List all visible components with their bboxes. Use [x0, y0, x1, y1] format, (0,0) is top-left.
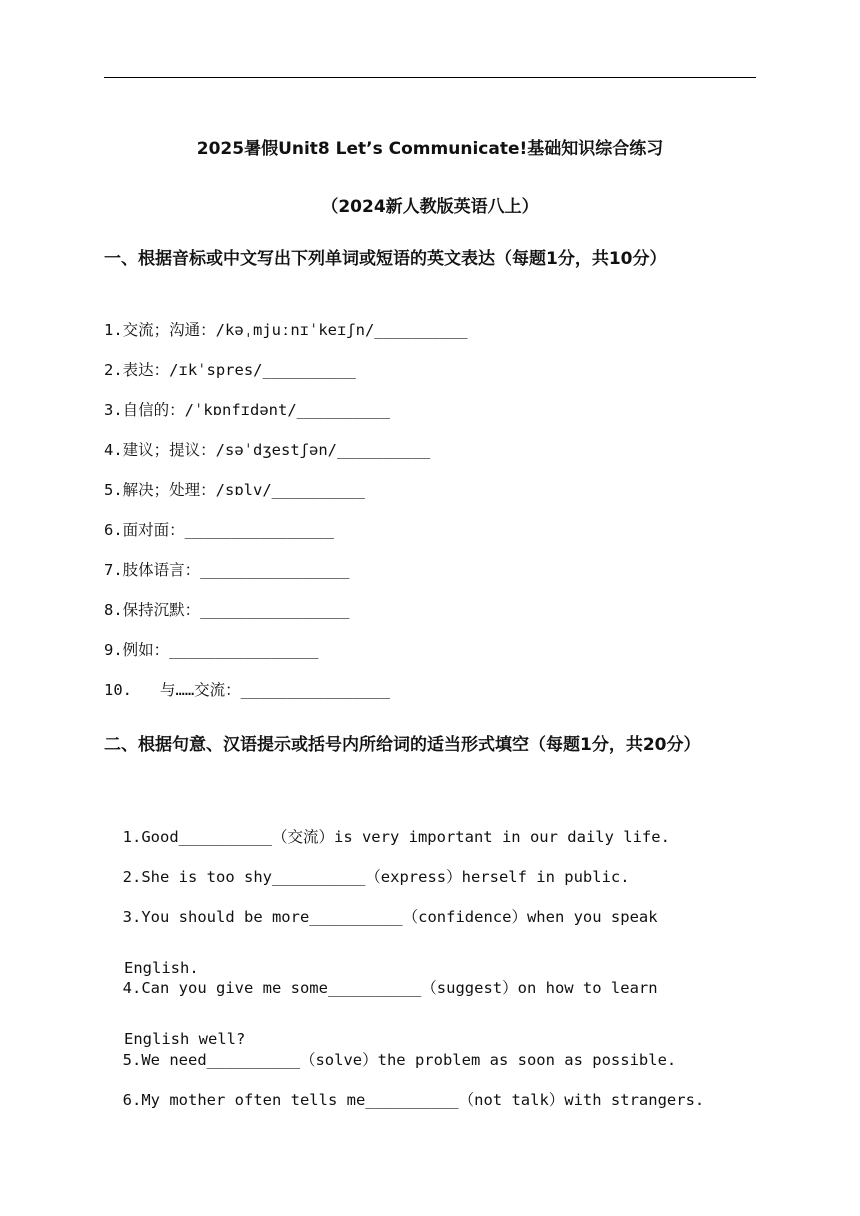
section2-item-1 [104, 807, 670, 847]
section1-item-8: 8.保持沉默：________________ [104, 601, 350, 619]
section1-item-5: 5.解决；处理：/sɒlv/__________ [104, 481, 365, 499]
section2-item-3-text: 3.You should be more__________（confidence）when you speak [122, 908, 658, 926]
section2-item-6-text: 6.My mother often tells me__________（not talk）with strangers. [122, 1091, 705, 1109]
section1-item-3: 3.自信的：/ˈkɒnfɪdənt/__________ [104, 401, 390, 419]
section2-item-6 [104, 1070, 704, 1110]
header-rule [104, 77, 756, 78]
section1-item-9: 9.例如：________________ [104, 641, 319, 659]
section1-item-10: 10. 与……交流：________________ [104, 681, 390, 699]
section1-item-1: 1.交流；沟通：/kəˌmjuːnɪˈkeɪʃn/__________ [104, 321, 468, 339]
section2-item-2-text: 2.She is too shy__________（express）herself in public. [122, 868, 630, 886]
section1-item-2: 2.表达：/ɪkˈspres/__________ [104, 361, 356, 379]
section2-item-4-text: 4.Can you give me some__________（suggest）on how to learn [122, 979, 658, 997]
document-title: 2025暑假Unit8 Let’s Communicate!基础知识综合练习 [196, 139, 664, 159]
section1-item-4: 4.建议；提议：/səˈdʒestʃən/__________ [104, 441, 431, 459]
section2-item-2 [104, 847, 630, 887]
section2-item-1-text: 1.Good__________（交流）is very important in our daily life. [122, 828, 670, 846]
document-subtitle: （2024新人教版英语八上） [321, 197, 539, 217]
section2-item-4-continuation: English well? [124, 1030, 246, 1048]
section1-heading: 一、根据音标或中文写出下列单词或短语的英文表达（每题1分，共10分） [104, 249, 667, 269]
section2-heading: 二、根据句意、汉语提示或括号内所给词的适当形式填空（每题1分，共20分） [104, 735, 701, 755]
section1-item-7: 7.肢体语言：________________ [104, 561, 350, 579]
section2-item-5-text: 5.We need__________（solve）the problem as soon as possible. [122, 1051, 677, 1069]
section2-item-3-continuation: English. [124, 959, 199, 977]
section1-item-6: 6.面对面：________________ [104, 521, 334, 539]
section2-item-5 [104, 1030, 676, 1070]
